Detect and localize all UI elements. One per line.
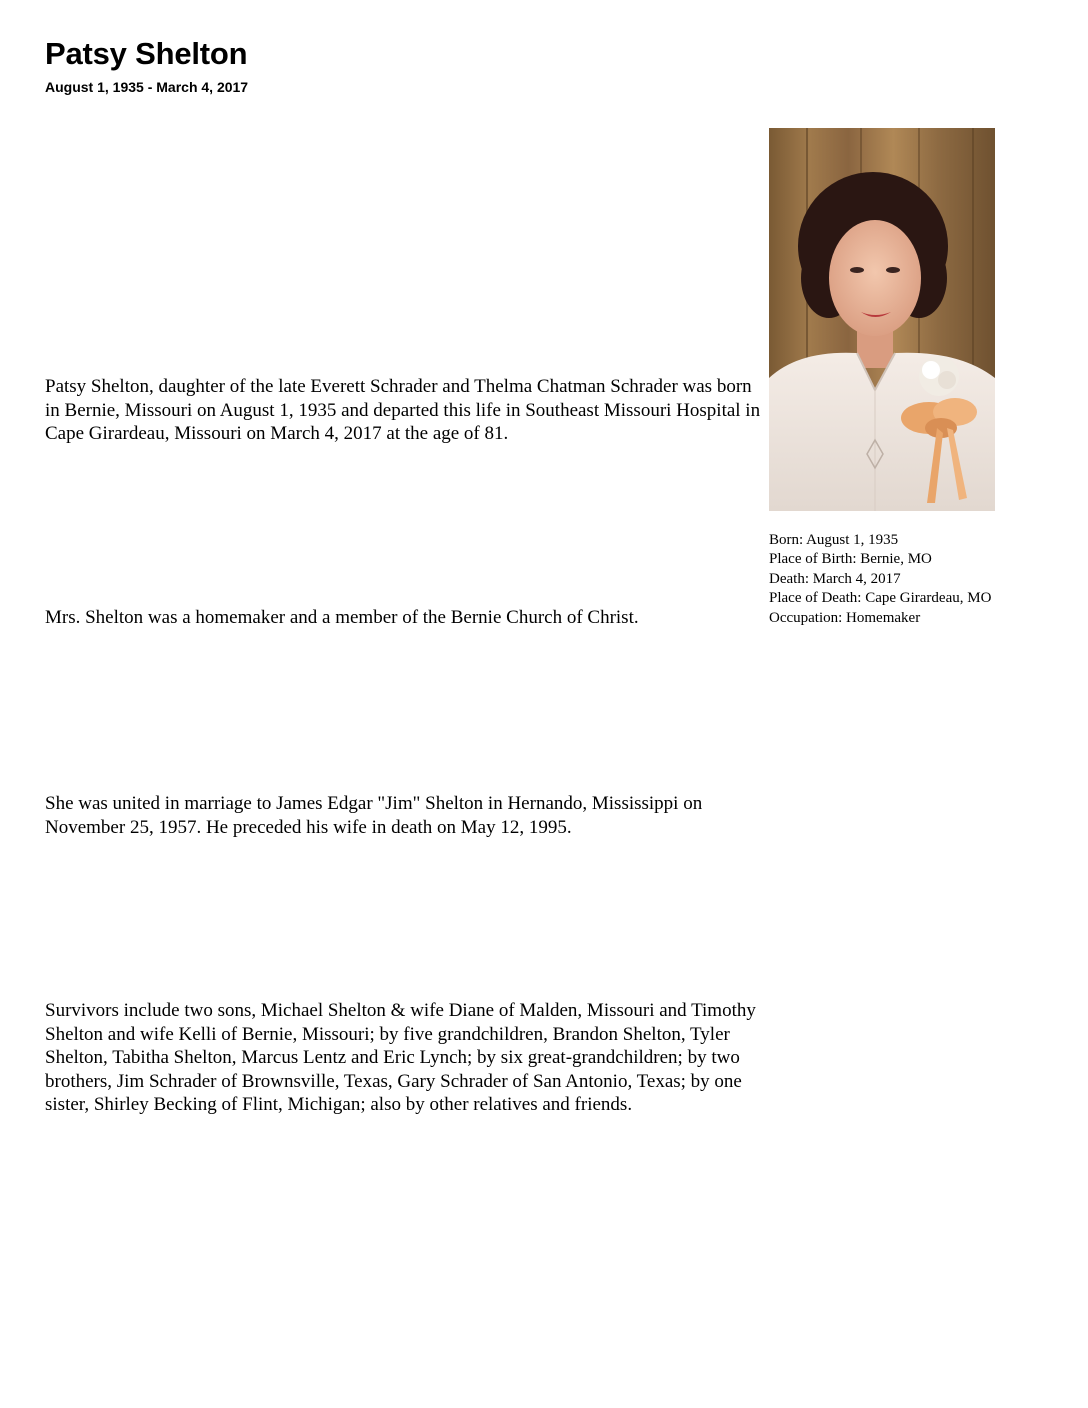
fact-place-of-death: Place of Death: Cape Girardeau, MO xyxy=(769,590,992,607)
obituary-paragraph: Mrs. Shelton was a homemaker and a member of the Bernie Church of Christ. xyxy=(45,607,639,628)
fact-born: Born: August 1, 1935 xyxy=(769,532,899,548)
fact-occupation: Occupation: Homemaker xyxy=(769,609,921,626)
page-title: Patsy Shelton xyxy=(45,36,248,71)
fact-death: Death: March 4, 2017 xyxy=(769,570,901,587)
obituary-paragraph: Patsy Shelton, daughter of the late Everett Schrader and Thelma Chatman Schrader was born in Bernie, Missouri on August 1, 1935 and departed this life in Southeast Missouri Hospital in Cape Girardeau, Missouri on March 4, 2017 at the age of 81. xyxy=(45,376,761,444)
portrait-photo xyxy=(769,128,995,511)
facts-sidebar xyxy=(769,531,1009,628)
life-dates: August 1, 1935 - March 4, 2017 xyxy=(45,79,249,95)
obituary-paragraph: She was united in marriage to James Edgar "Jim" Shelton in Hernando, Mississippi on November 25, 1957. He preceded his wife in death on May 12, 1995. xyxy=(45,793,703,838)
fact-place-of-birth: Place of Birth: Bernie, MO xyxy=(769,551,932,568)
obituary-paragraph: Survivors include two sons, Michael Shelton & wife Diane of Malden, Missouri and Timothy Shelton and wife Kelli of Bernie, Missouri; by five grandchildren, Brandon Shelton, Tyler Shelton, Tabitha Shelton, Marcus Lentz and Eric Lynch; by six great-grandchildren; by two brothers, Jim Schrader of Brownsville, Texas, Gary Schrader of San Antonio, Texas; by one sister, Shirley Becking of Flint, Michigan; also by other relatives and friends. xyxy=(45,1000,756,1115)
